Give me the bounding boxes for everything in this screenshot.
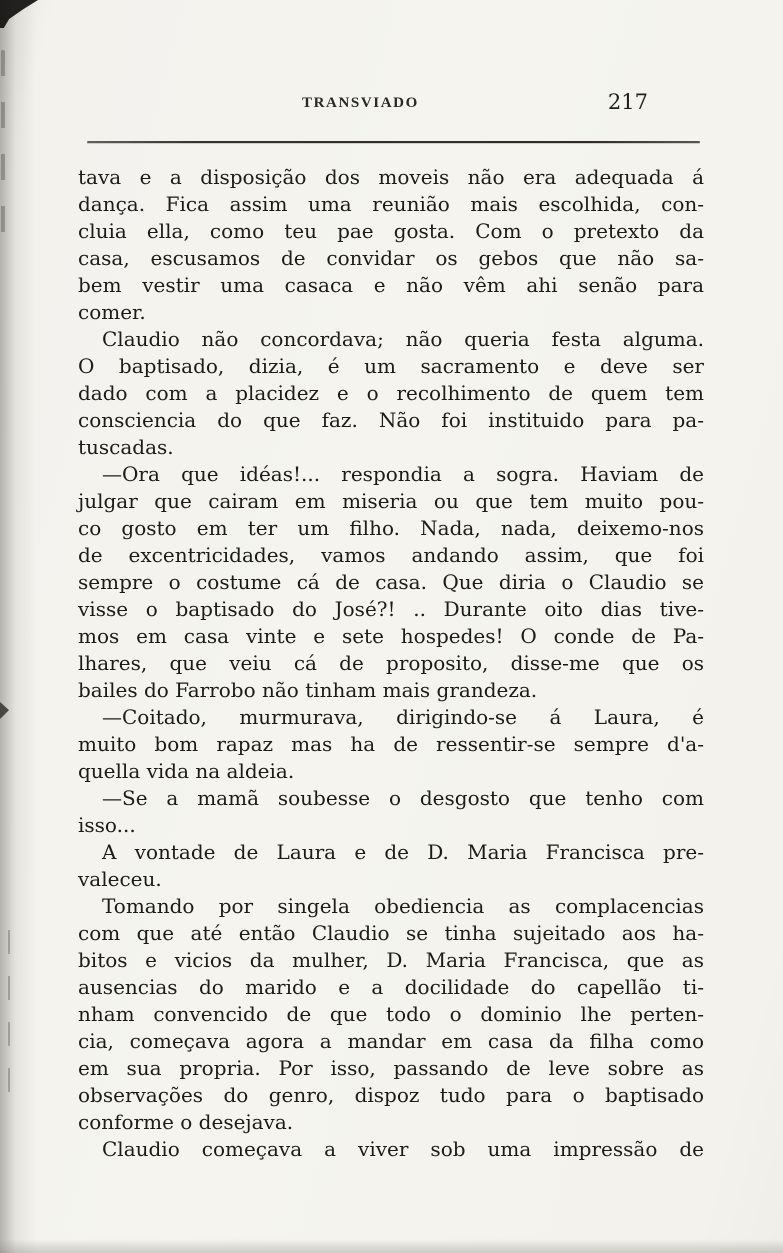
text-line: bem vestir uma casaca e não vêm ahi senão para [78,273,704,297]
text-line: sempre o costume cá de casa. Que diria o Claudio se [78,570,704,594]
text-line: tava e a disposição dos moveis não era adequada á [78,165,704,189]
text-line: observações do genro, dispoz tudo para o baptisado [78,1083,704,1107]
text-line: dança. Fica assim uma reunião mais escolhida, con- [78,192,704,216]
paragraph [78,785,704,839]
scan-edge-streak-low [8,930,10,1100]
header-rule [87,141,700,143]
text-line: —Ora que idéas!... respondia a sogra. Haviam de [102,462,704,486]
paragraph [78,326,704,461]
text-line: isso... [78,813,136,837]
running-head [78,90,704,118]
text-line: cia, começava agora a mandar em casa da filha como [78,1029,704,1053]
text-line: —Se a mamã soubesse o desgosto que tenho com [102,786,704,810]
text-line: cluia ella, como teu pae gosta. Com o pretexto da [78,219,704,243]
paragraph [78,839,704,893]
text-line: ausencias do marido e a docilidade do capellão ti- [78,975,704,999]
page-text [78,164,704,1163]
paragraph [78,164,704,326]
text-line: julgar que cairam em miseria ou que tem muito pou- [78,489,704,513]
paragraph [78,1136,704,1163]
text-line: conforme o desejava. [78,1110,294,1134]
text-line: muito bom rapaz mas ha de ressentir-se sempre d'a- [78,732,704,756]
text-line: —Coitado, murmurava, dirigindo-se á Laura, é [102,705,704,729]
text-line: casa, escusamos de convidar os gebos que não sa- [78,246,704,270]
text-line: dado com a placidez e o recolhimento de quem tem [78,381,704,405]
paragraph [78,461,704,704]
text-line: bitos e vicios da mulher, D. Maria Francisca, que as [78,948,704,972]
page-number: 217 [607,90,648,114]
scan-corner-mark [0,0,38,28]
text-line: em sua propria. Por isso, passando de leve sobre as [78,1056,704,1080]
text-line: mos em casa vinte e sete hospedes! O conde de Pa- [78,624,704,648]
text-line: O baptisado, dizia, é um sacramento e deve ser [78,354,704,378]
text-line: visse o baptisado do José?! .. Durante oito dias tive- [78,597,704,621]
text-line: valeceu. [78,867,162,891]
text-line: co gosto em ter um filho. Nada, nada, deixemo-nos [78,516,704,540]
text-line: nham convencido de que todo o dominio lhe perten- [78,1002,704,1026]
text-line: comer. [78,300,146,324]
text-line: quella vida na aldeia. [78,759,295,783]
page-left-edge-shadow [0,0,36,1253]
running-title: TRANSVIADO [302,95,419,111]
paragraph [78,893,704,1136]
text-line: bailes do Farrobo não tinham mais grandeza. [78,678,538,702]
text-line: Claudio começava a viver sob uma impressão de [102,1137,704,1161]
text-line: com que até então Claudio se tinha sujeitado aos ha- [78,921,704,945]
text-line: A vontade de Laura e de D. Maria Francisca pre- [102,840,704,864]
page-bottom-shadow [0,1239,783,1253]
text-line: tuscadas. [78,435,174,459]
text-line: consciencia do que faz. Não foi instituido para pa- [78,408,704,432]
paragraph [78,704,704,785]
text-line: de excentricidades, vamos andando assim, que foi [78,543,704,567]
scan-edge-streak-top [1,50,5,240]
text-line: Tomando por singela obediencia as complacencias [102,894,704,918]
text-line: lhares, que veiu cá de proposito, disse-me que os [78,651,704,675]
scan-edge-mark [0,702,9,719]
text-line: Claudio não concordava; não queria festa alguma. [102,327,704,351]
